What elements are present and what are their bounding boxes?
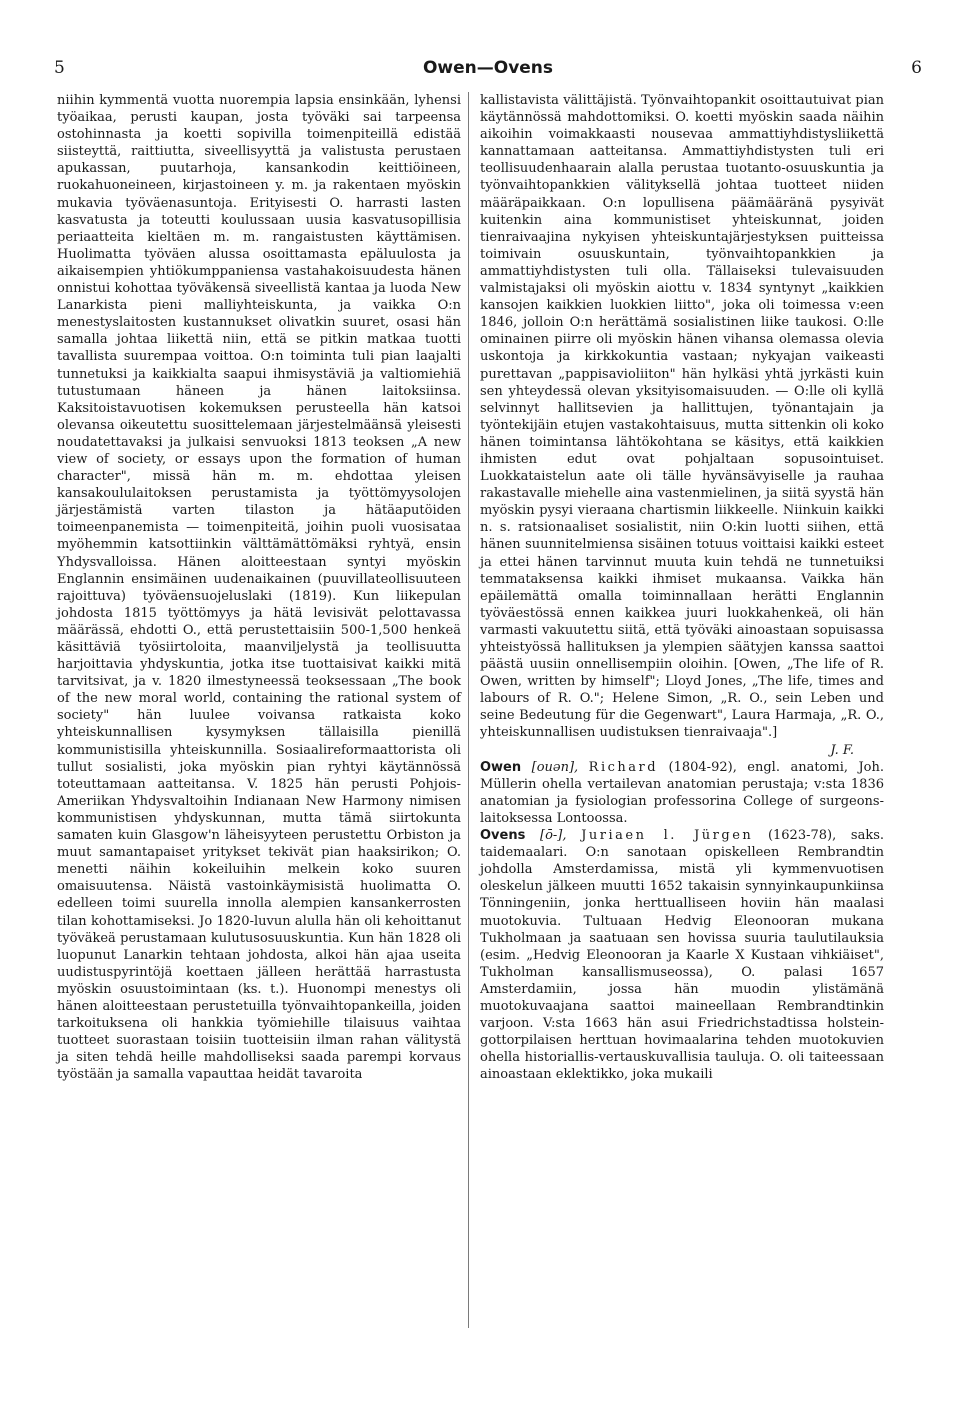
- page-number-left: 5: [54, 58, 65, 78]
- page-number-right: 6: [911, 58, 922, 78]
- entry-headword: Owen: [480, 759, 522, 775]
- entry-given-name: Juriaen l. Jürgen: [581, 828, 754, 844]
- owen-robert-continuation: niihin kymmentä vuotta nuorempia lapsia ensinkään, lyhensi työaikaa, perusti kaupan, josta työväki sai tarpeensa ostohinnasta ja koetti sopivilla toimenpiteillä edistää siisteyttä, raittiutta, siveellisyyttä ja valistusta perustaen apukassan, puutarhoja, kansankodin keittiöineen, ruokahuoneineen, kirjastoineen y. m. ja rakentaen myöskin mukavia työväenasuntoja. Erityisesti O. harrasti lasten kasvatusta ja toteutti koulussaan uusia kasvatusopillisia periaatteita kieltäen m. m. rangaistusten käyttämisen. Huolimatta työväen alussa osoittamasta epäluulosta ja aikaisempien yhtiökumppaniensa vastahakoisuudesta hänen onnistui kohottaa työväkensä siveellistä kantaa ja luoda New Lanarkista pieni malliyhteiskunta, ja vaikka O:n menestyslaitosten kustannukset olivatkin suuret, osasi hän samalla johtaa liikettä niin, että se pitkin matkaa tuotti tavallista suurempaa voittoa. O:n toiminta tuli pian laajalti tunnetuksi ja kaikkialta saapui ihmisystäviä ja valtiomiehiä tutustumaan häneen ja hänen laitoksiinsa. Kaksitoistavuotisen kokemuksen perusteella hän katsoi olevansa oikeutettu suosittelemaan järjestelmäänsä yleisesti noudatettavaksi ja julkaisi senvuoksi 1813 teoksen „A new view of society, or essays upon the formation of human character", missä hän m. m. ehdottaa yleisen kansakoululaitoksen perustamista ja työttömyysolojen järjestämistä varten tilaston ja hätäaputöiden toimeenpanemista — toimenpiteitä, joihin puoli vuosisataa myöhemmin katsottiinkin välttämättömäksi ryhtyä, ensin Yhdysvalloissa. Hänen aloitteestaan syntyi myöskin Englannin ensimäinen uudenaikainen (puuvillateollisuuteen rajoittuva) työväensuojeluslaki (1819). Kun liikepulan johdosta 1815 työttömyys ja hätä levisivät pelottavassa määrässä, ehdotti O., että perustettaisiin 500-1,500 henkeä käsittäviä työsiirtoloita, maanviljelystä ja teollisuutta harjoittavia yhdyskuntia, jotka itse tuottaisivat kaikki mitä tarvitsivat, ja v. 1820 ilmestyneessä teoksessaan „The book of the new moral world, containing the rational system of society" hän luulee voivansa ratkaista koko yhteiskunnallisen kysymyksen tällaisilla pienillä kommunistisilla yhteiskunnilla. Sosiaalireformaattorista oli tullut sosialisti, joka myöskin pian ryhtyi käytännössä toteuttamaan aatteitansa. V. 1825 hän perusti Pohjois-Ameriikan Yhdysvaltoihin Indianaan New Harmony nimisen kommunistisen yhdyskunnan, mutta tämä siirtokunta samaten kuin Glasgow'n läheisyyteen perustettu Orbiston ja muut samantapaiset yritykset tekivät pian haaksirikon; O. menetti näihin kokeiluihin melkein koko suuren omaisuutensa. Näistä vastoinkäymisistä huolimatta O. edelleen toimi suurella innolla alempien kansankerrosten tilan kohottamiseksi. Jo 1820-luvun alulla hän oli kehoittanut työväkeä perustamaan kulutusosuuskuntia. Kun hän 1828 oli luopunut Lanarkin tehtaan johdosta, alkoi hän ajaa useita uudistuspyrintöjä koettaen jälleen herättää harrastusta myöskin osuustoimintaan (ks. t.). Huonompi menestys oli hänen aloitteestaan perustetuilla työnvaihtopankeilla, joiden tarkoituksena oli hankkia työmiehille tilaisuus vaihtaa tuotteet suorastaan toisiin tuotteisiin ilman rahan välitystä ja siten tehdä heille mahdolliseksi saada parempi korvaus työstään ja samalla vapauttaa heidät tavaroita: [57, 93, 461, 1083]
- entry-headword: Ovens: [480, 828, 526, 844]
- owen-robert-end: kallistavista välittäjistä. Työnvaihtopankit osoittautuivat pian käytännössä mahdottomiksi. O. koetti myöskin saada näihin aikoihin voimakkaasti nousevaa ammattiyhdistysliikettä kannattamaan aatteitansa. Ammattiyhdistysten tuli eri teollisuudenhaarain alalla perustaa tuotanto-osuuskuntia ja työnvaihtopankkien välityksellä johtaa tuotteet niiden määräpaikkaan. O:n lopullisena päämääränä pysyivät kuitenkin aina kommunistiset yhteiskunnat, joiden tienraivaajina nykyisen yhteiskuntajärjestyksen puitteissa toimivain osuuskuntain, työnvaihtopankkien ja ammattiyhdistysten tuli olla. Tällaiseksi tulevaisuuden valmistajaksi oli myöskin aiottu v. 1834 syntynyt „kaikkien kansojen kaikkien luokkien liitto", joka oli toimessa v:een 1846, jolloin O:n herättämä sosialistinen liike taukosi. O:lle ominainen piirre oli myöskin hänen vihansa olemassa olevia uskontoja ja kirkkokuntia vastaan; nykyajan vaikeasti purettavan „pappisavioliiton" hän hylkäsi yhtä jyrkästi kuin sen yhteydessä olevan yksityisomaisuuden. — O:lle oli kyllä selvinnyt hallitsevien ja hallittujen, työnantajain ja työntekijäin etujen vastakohtaisuus, mutta sittenkin oli koko hänen toimintansa lähtökohtana se käsitys, että kaikkien ihmisten edut ovat pohjaltaan sopusointuiset. Luokkataistelun aate oli tälle hyvänsävyiselle ja rauhaa rakastavalle miehelle aina vastenmielinen, ja siitä syystä hän myöskin pysyi vieraana chartismin liikkeelle. Niinkuin kaikki n. s. ratsionaaliset sosialistit, niin O:kin luotti siihen, että hänen suunnitelmiensa sisäinen totuus voittaisi kaikki esteet ja ettei hänen tarvinnut muuta kuin tehdä ne tunnetuiksi temmataksensa kaikki ihmiset mukaansa. Vaikka hän epäilemättä omalla toiminnallaan herätti Englannin työväestössä ennen kaikkea juuri luokkahenkeä, oli hän varmasti vakuutettu siitä, että työväki ainoastaan sopuisassa yhteistyössä hallituksen ja ylempien säätyjen kanssa saattoi päästä uusiin onnellisempiin oloihin. [Owen, „The life of R. Owen, written by himself"; Lloyd Jones, „The life, times and labours of R. O."; Helene Simon, „R. O., sein Leben und seine Bedeutung für die Gegenwart", Laura Harmaja, „R. O., yhteiskunnallisen uudistuksen tienraivaaja".]: [480, 93, 884, 741]
- right-column: [480, 92, 884, 1083]
- page-header: [54, 58, 922, 82]
- entry-owen-richard: [480, 759, 884, 827]
- entry-text: (1623-78), saks. taidemaalari. O:n sanotaan opiskelleen Rembrandtin johdolla Amsterdamissa, mistä yli kymmenvuotisen oleskelun jälkeen muutti 1652 takaisin synnyinkaupunkiinsa Tönningeniin, jonka herttualliseen hoviin hän maalasi muotokuvia. Tultuaan Hedvig Eleonooran mukana Tukholmaan ja saatuaan sen hovissa suuria taulutilauksia (esim. „Hedvig Eleonooran ja Kaarle X Kustaan vihkiäiset", Tukholman kansallismuseossa), O. palasi 1657 Amsterdamiin, jossa hän muodin ylistämänä muotokuvaajana saattoi maineellaan Rembrandtinkin varjoon. V:sta 1663 hän asui Friedrichstadtissa holstein-gottorpilaisen herttuan hovimaalarina tehden muotokuvien ohella historiallis-vertauskuvallisia tauluja. O. oli taiteessaan ainoastaan eklektikko, joka mukaili: [480, 828, 884, 1083]
- entry-given-name: Richard: [588, 759, 659, 775]
- column-divider: [468, 92, 469, 1328]
- entry-text: (1804-92), engl. anatomi, Joh. Müllerin ohella vertailevan anatomian perustaja; v:sta 1836 anatomian ja fysiologian professorina College of surgeons-laitoksessa Lontoossa.: [480, 759, 885, 826]
- entry-ovens-juriaen: [480, 827, 884, 1083]
- pronunciation: [ouən],: [531, 759, 579, 775]
- pronunciation: [ō-],: [540, 828, 567, 844]
- left-column: [57, 92, 461, 1083]
- author-signature: J. F.: [830, 742, 854, 758]
- running-head: Owen—Ovens: [422, 58, 554, 78]
